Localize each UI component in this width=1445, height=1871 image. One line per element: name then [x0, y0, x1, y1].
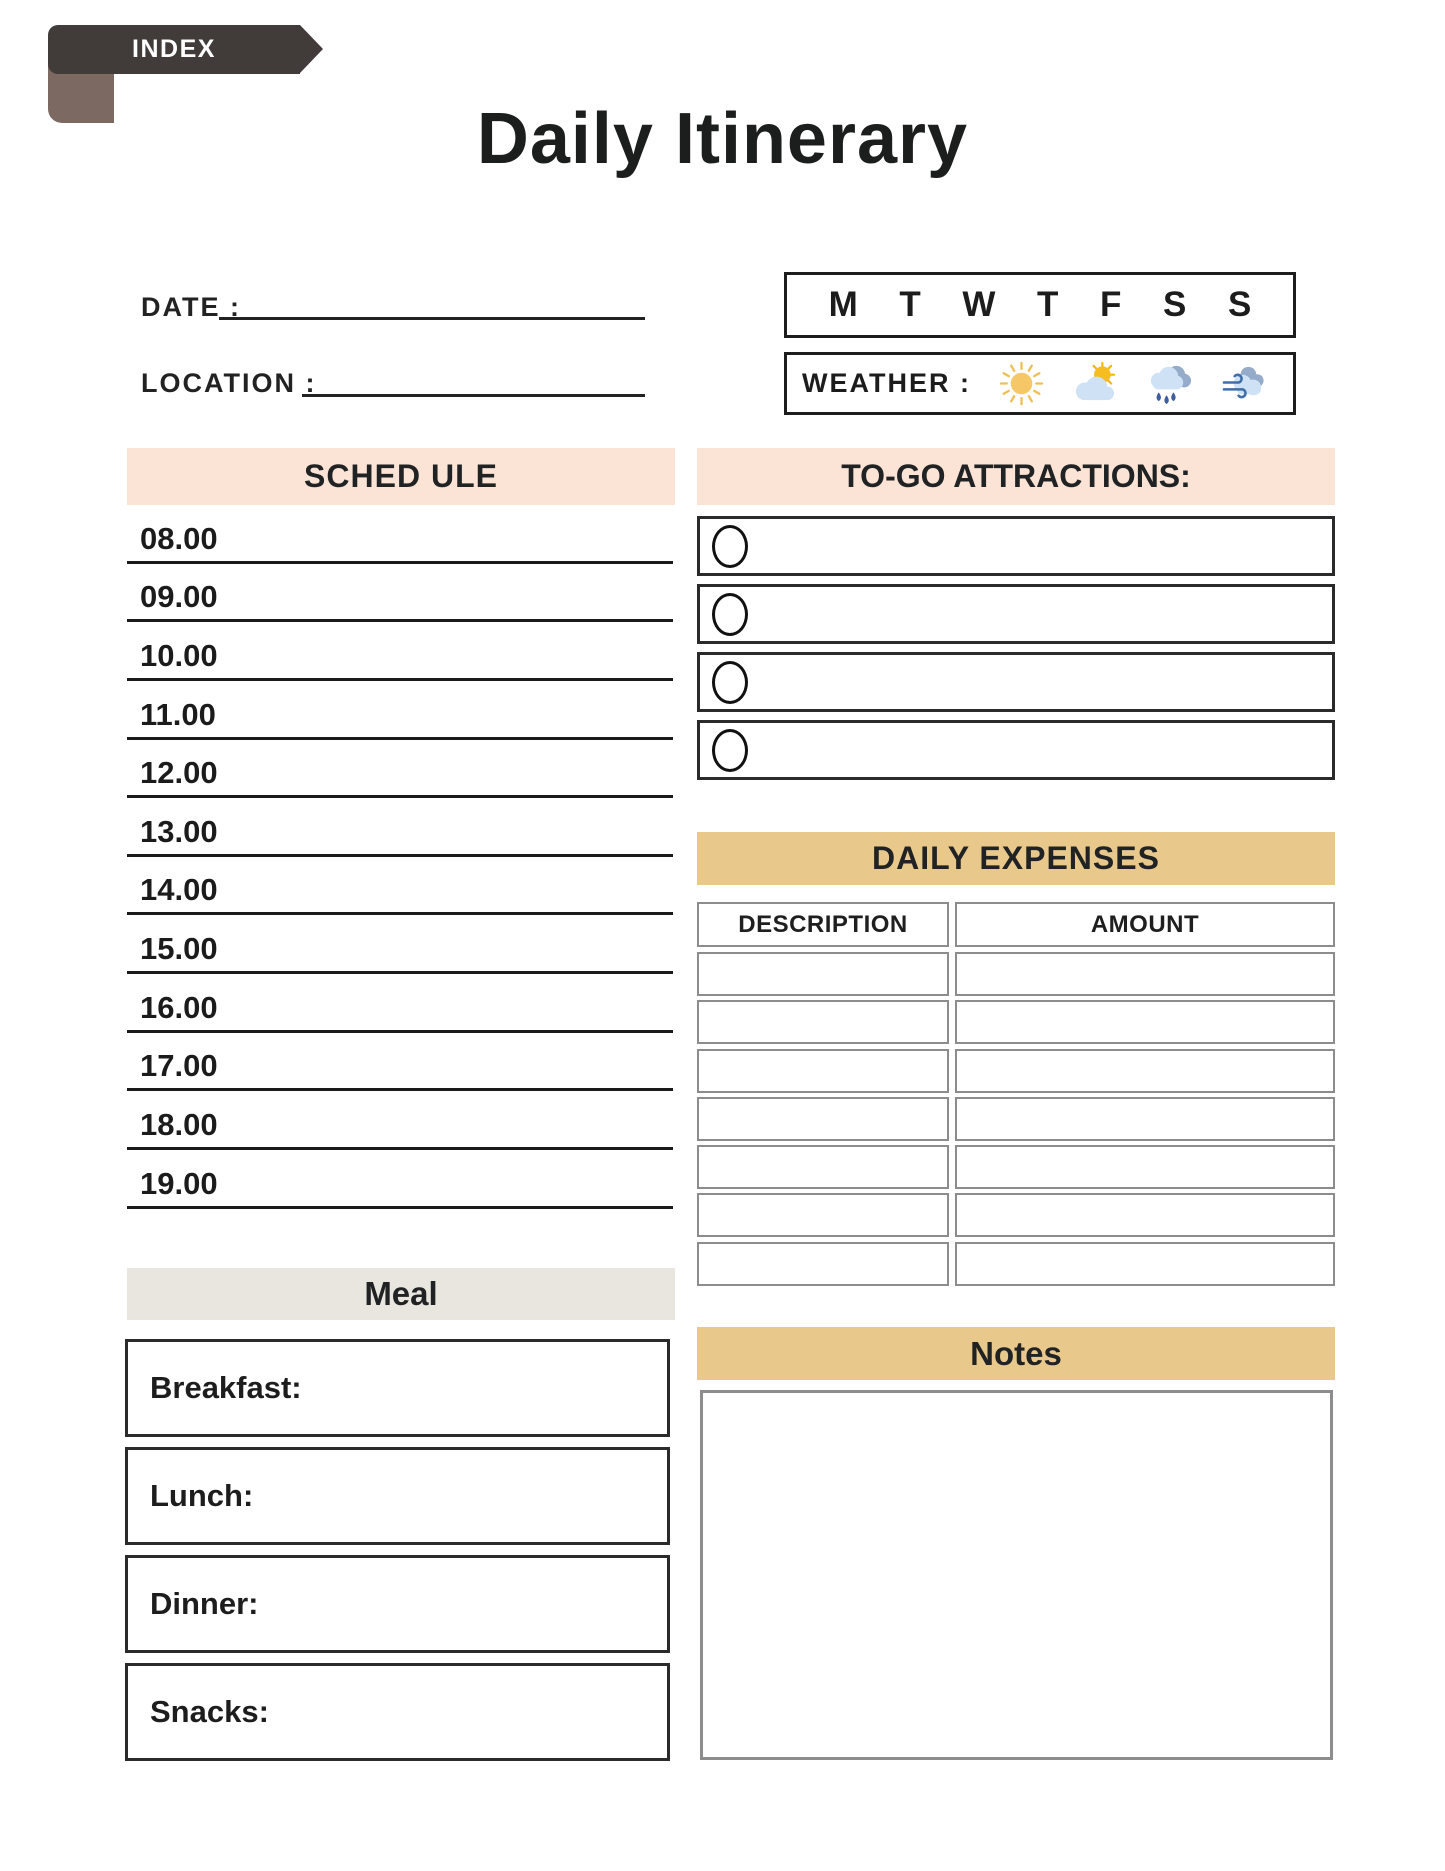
circle-checkbox-icon[interactable]	[712, 729, 748, 772]
expense-description-cell[interactable]	[697, 1145, 949, 1189]
expense-description-cell[interactable]	[697, 1193, 949, 1237]
index-arrow-tip	[300, 25, 323, 73]
expense-description-cell[interactable]	[697, 1097, 949, 1141]
schedule-time: 10.00	[140, 637, 218, 673]
schedule-entry-line[interactable]	[127, 505, 673, 564]
attractions-header: TO-GO ATTRACTIONS:	[697, 448, 1335, 505]
expense-amount-cell[interactable]	[955, 1242, 1335, 1286]
schedule-list	[127, 505, 673, 1209]
weekday-thursday[interactable]: T	[1037, 285, 1059, 324]
schedule-entry-line[interactable]	[127, 564, 673, 623]
expense-amount-cell[interactable]	[955, 952, 1335, 996]
schedule-time: 13.00	[140, 813, 218, 849]
expenses-table	[697, 952, 1335, 1286]
meal-dinner-box[interactable]	[125, 1555, 670, 1653]
schedule-entry-line[interactable]	[127, 798, 673, 857]
location-label: LOCATION :	[141, 368, 317, 398]
notes-header: Notes	[697, 1327, 1335, 1380]
weekday-friday[interactable]: F	[1100, 285, 1122, 324]
schedule-entry-line[interactable]	[127, 1150, 673, 1209]
meal-breakfast-box[interactable]	[125, 1339, 670, 1437]
schedule-time: 11.00	[140, 696, 216, 732]
notes-box[interactable]	[700, 1390, 1333, 1760]
attraction-item[interactable]	[697, 652, 1335, 712]
index-ribbon	[48, 25, 300, 74]
page-title: Daily Itinerary	[476, 99, 969, 179]
meal-label: Breakfast:	[150, 1370, 302, 1405]
schedule-entry-line[interactable]	[127, 915, 673, 974]
schedule-entry-line[interactable]	[127, 681, 673, 740]
schedule-time: 18.00	[140, 1107, 218, 1143]
schedule-entry-line[interactable]	[127, 1033, 673, 1092]
expense-description-cell[interactable]	[697, 952, 949, 996]
location-input-line[interactable]	[302, 363, 645, 397]
expense-amount-cell[interactable]	[955, 1193, 1335, 1237]
table-row	[697, 1049, 1335, 1093]
index-label: INDEX	[132, 35, 216, 63]
weekday-sunday[interactable]: S	[1228, 285, 1252, 324]
meal-label: Lunch:	[150, 1478, 254, 1513]
expenses-header: DAILY EXPENSES	[697, 832, 1335, 885]
weekday-wednesday[interactable]: W	[962, 285, 996, 324]
schedule-header: SCHED ULE	[127, 448, 675, 505]
schedule-time: 14.00	[140, 872, 218, 908]
table-row	[697, 1145, 1335, 1189]
meal-snacks-box[interactable]	[125, 1663, 670, 1761]
schedule-entry-line[interactable]	[127, 1091, 673, 1150]
circle-checkbox-icon[interactable]	[712, 593, 748, 636]
circle-checkbox-icon[interactable]	[712, 661, 748, 704]
schedule-time: 09.00	[140, 579, 218, 615]
windy-icon[interactable]	[1220, 360, 1267, 407]
table-row	[697, 1242, 1335, 1286]
meal-label: Dinner:	[150, 1586, 259, 1621]
expense-amount-cell[interactable]	[955, 1145, 1335, 1189]
table-row	[697, 952, 1335, 996]
date-input-line[interactable]	[219, 286, 645, 320]
index-tab[interactable]	[48, 25, 328, 103]
weekday-monday[interactable]: M	[828, 285, 858, 324]
schedule-time: 12.00	[140, 755, 218, 791]
schedule-time: 08.00	[140, 520, 218, 556]
table-row	[697, 1000, 1335, 1044]
expense-amount-cell[interactable]	[955, 1049, 1335, 1093]
schedule-entry-line[interactable]	[127, 740, 673, 799]
schedule-time: 19.00	[140, 1165, 218, 1201]
weekday-saturday[interactable]: S	[1163, 285, 1187, 324]
expenses-description-column-header: DESCRIPTION	[697, 902, 949, 947]
attraction-item[interactable]	[697, 720, 1335, 780]
expense-amount-cell[interactable]	[955, 1000, 1335, 1044]
circle-checkbox-icon[interactable]	[712, 525, 748, 568]
weather-selector	[784, 352, 1296, 415]
rainy-icon[interactable]	[1146, 360, 1193, 407]
expenses-column-headers	[697, 902, 1335, 947]
attraction-item[interactable]	[697, 516, 1335, 576]
schedule-time: 17.00	[140, 1048, 218, 1084]
table-row	[697, 1097, 1335, 1141]
attraction-item[interactable]	[697, 584, 1335, 644]
sunny-icon[interactable]	[998, 360, 1045, 407]
schedule-time: 15.00	[140, 931, 218, 967]
meal-label: Snacks:	[150, 1694, 269, 1729]
date-label: DATE :	[141, 292, 241, 322]
expense-description-cell[interactable]	[697, 1242, 949, 1286]
schedule-time: 16.00	[140, 989, 218, 1025]
expense-description-cell[interactable]	[697, 1000, 949, 1044]
weekday-selector	[784, 272, 1296, 338]
expense-description-cell[interactable]	[697, 1049, 949, 1093]
schedule-entry-line[interactable]	[127, 622, 673, 681]
expense-amount-cell[interactable]	[955, 1097, 1335, 1141]
partly-cloudy-icon[interactable]	[1072, 360, 1119, 407]
meal-lunch-box[interactable]	[125, 1447, 670, 1545]
meal-header: Meal	[127, 1268, 675, 1320]
schedule-entry-line[interactable]	[127, 974, 673, 1033]
weather-label: WEATHER :	[802, 368, 971, 398]
expenses-amount-column-header: AMOUNT	[955, 902, 1335, 947]
table-row	[697, 1193, 1335, 1237]
weekday-tuesday[interactable]: T	[899, 285, 921, 324]
schedule-entry-line[interactable]	[127, 857, 673, 916]
